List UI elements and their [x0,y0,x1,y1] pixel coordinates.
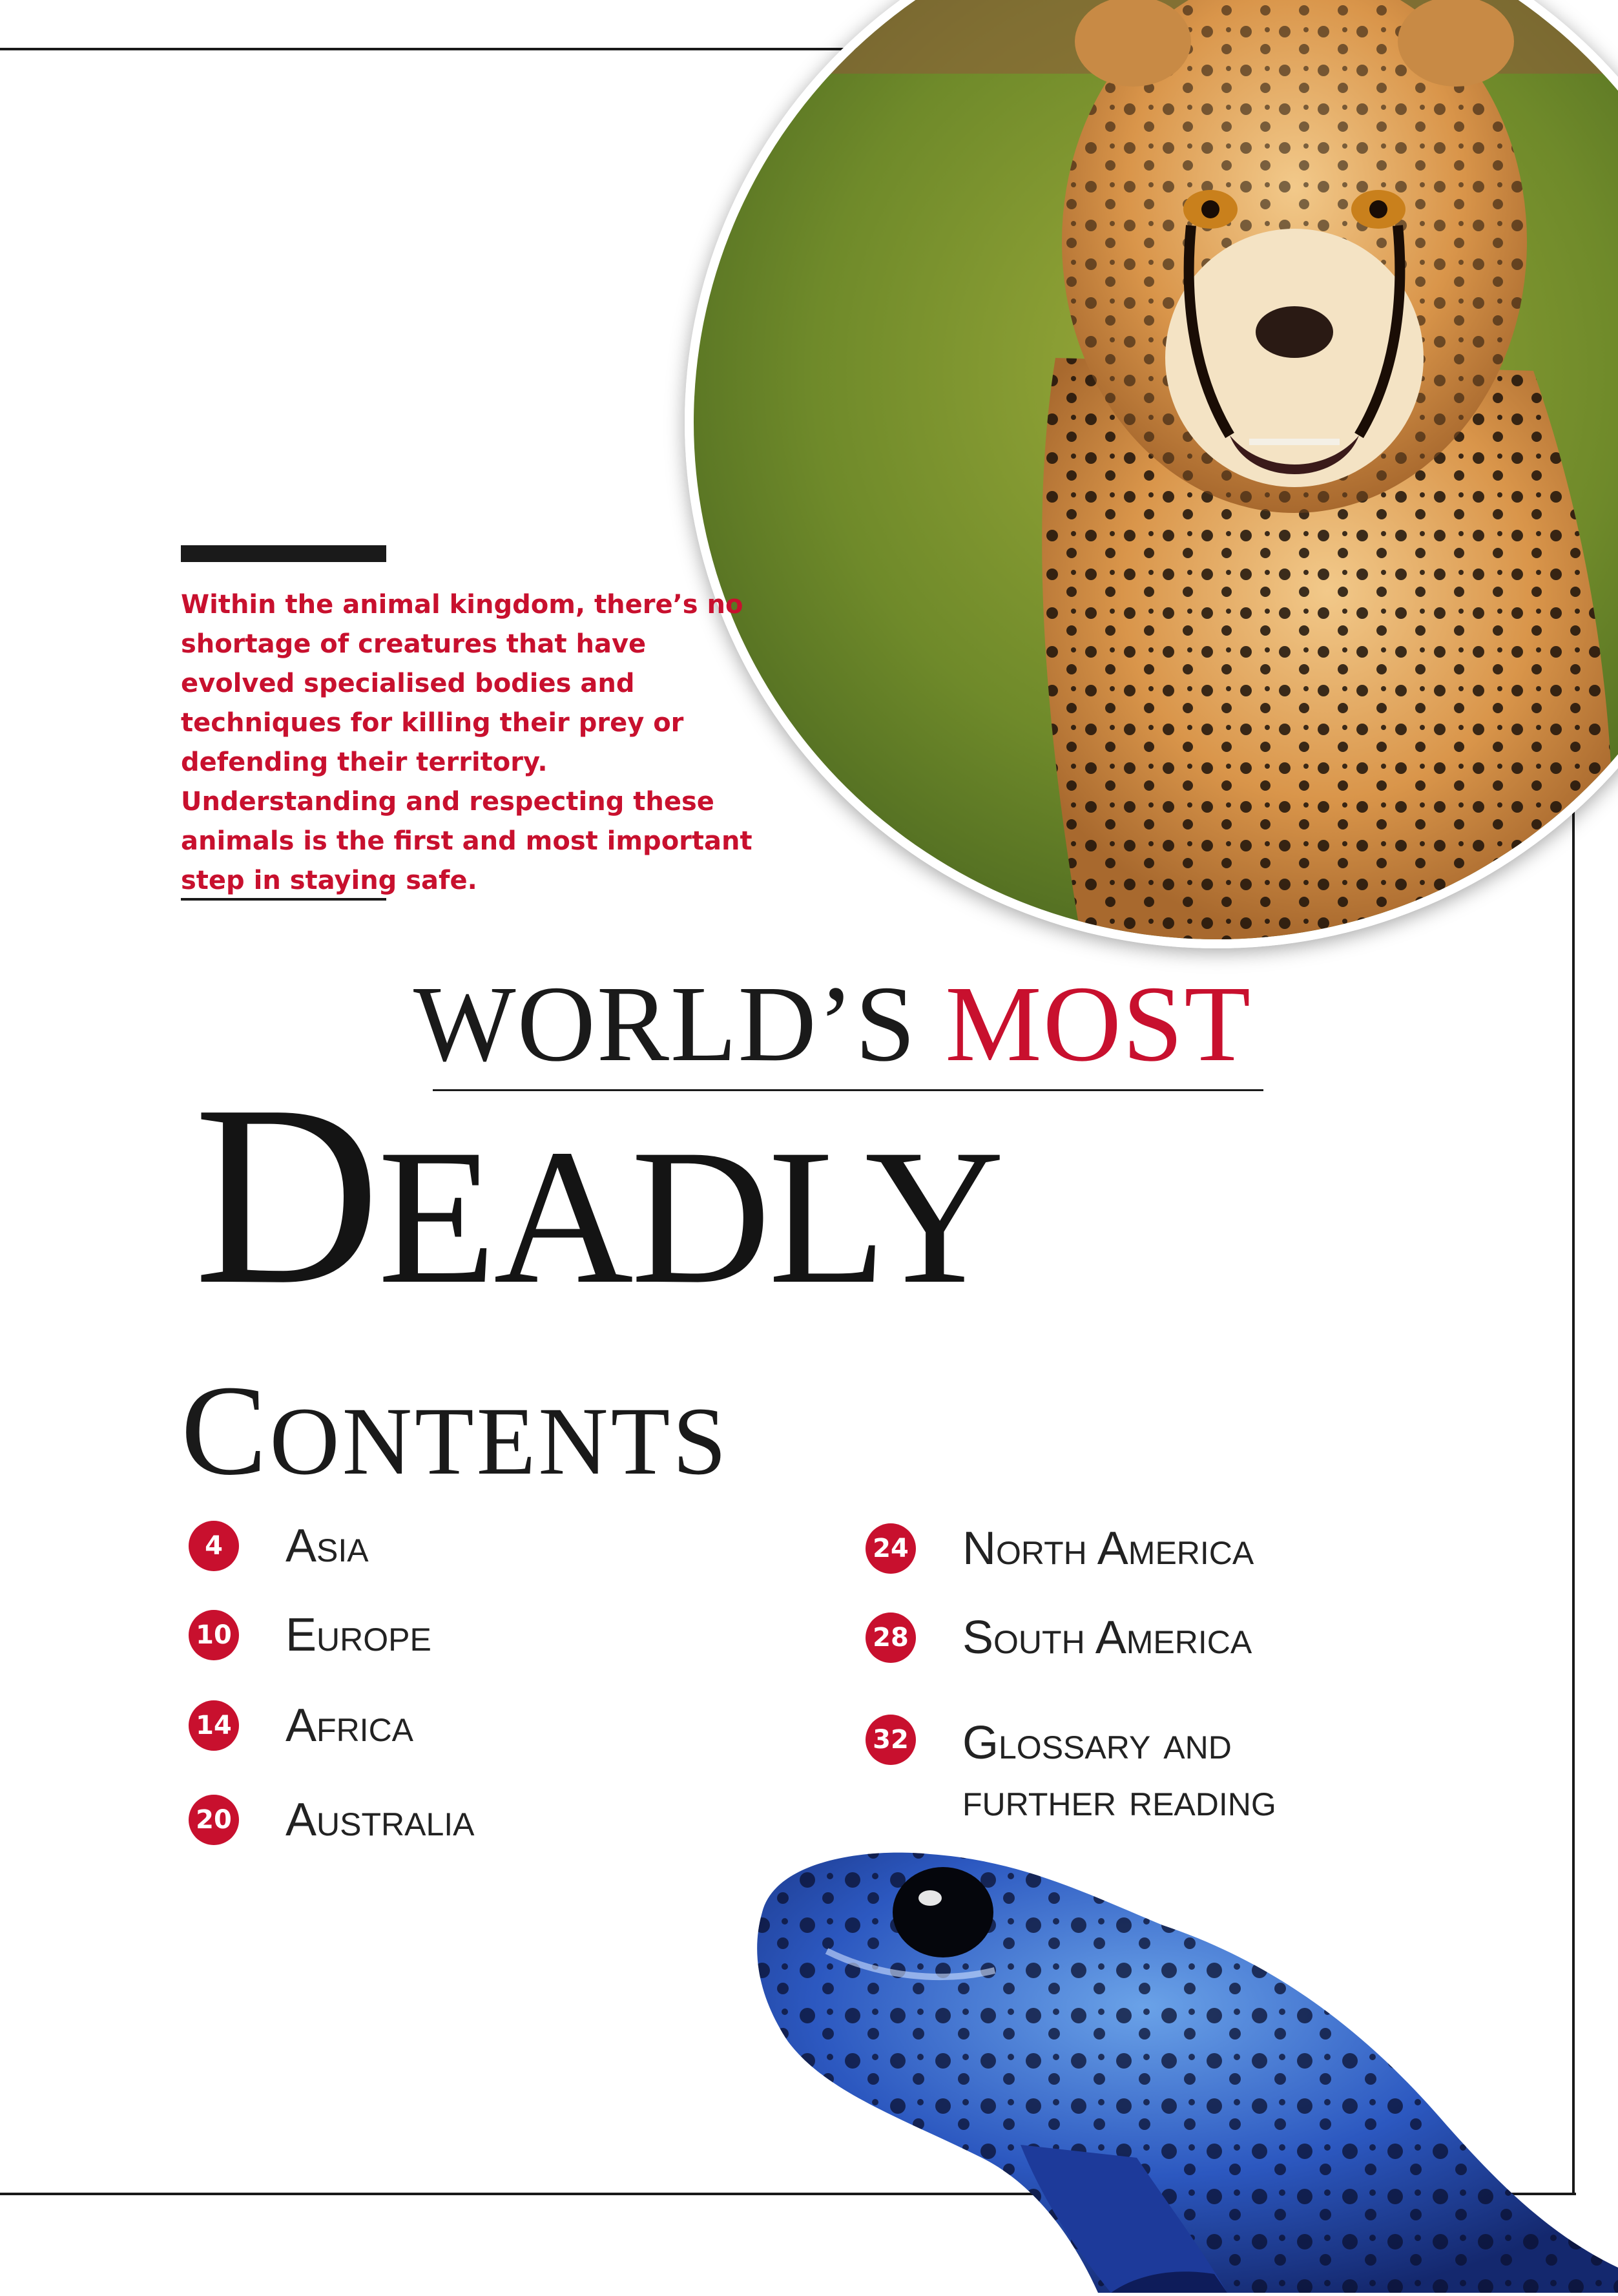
title-worlds: WORLD’S [413,964,946,1084]
page-badge: 32 [866,1715,916,1765]
toc-label: Africa [285,1700,414,1751]
title-most: MOST [945,964,1252,1084]
intro-paragraph: Within the animal kingdom, there’s no shortage of creatures that have evolved specialised bodies and techniques for killing their prey or defending their territory. Understanding and respecting these animals is the first and most important step in staying safe. [181,590,752,895]
page-badge: 14 [189,1700,239,1751]
frog-illustration [749,1822,1618,2293]
toc-item-asia[interactable] [189,1519,369,1572]
toc-item-south-america[interactable] [866,1611,1252,1664]
toc-label: Asia [285,1520,369,1572]
page-badge: 20 [189,1795,239,1845]
cheetah-illustration [694,0,1618,939]
title-deadly-initial: D [194,1052,378,1338]
page-badge: 4 [189,1521,239,1571]
title-deadly-rest: EADLY [377,1109,1002,1324]
contents-heading-initial: C [181,1359,270,1502]
toc-label: Europe [285,1609,431,1661]
page-badge: 24 [866,1523,916,1574]
page-badge: 10 [189,1610,239,1660]
toc-label: Glossary and further reading [962,1717,1276,1826]
toc-label: Australia [285,1794,475,1846]
title-line-1 [413,964,1266,1084]
toc-item-australia[interactable] [189,1793,475,1846]
contents-heading-rest: ONTENTS [269,1388,729,1495]
contents-heading [181,1359,729,1509]
intro-bottom-bar [181,898,386,901]
toc-item-glossary[interactable] [866,1715,1324,1828]
toc-item-north-america[interactable] [866,1522,1254,1575]
toc-item-africa[interactable] [189,1699,413,1752]
frog-photo [749,1822,1618,2293]
cheetah-photo [685,0,1618,948]
intro-top-bar [181,545,386,562]
title-deadly [194,1052,1292,1346]
toc-item-europe[interactable] [189,1609,431,1662]
toc-label: South America [962,1612,1252,1664]
toc-label: North America [962,1523,1254,1574]
page-badge: 28 [866,1612,916,1663]
